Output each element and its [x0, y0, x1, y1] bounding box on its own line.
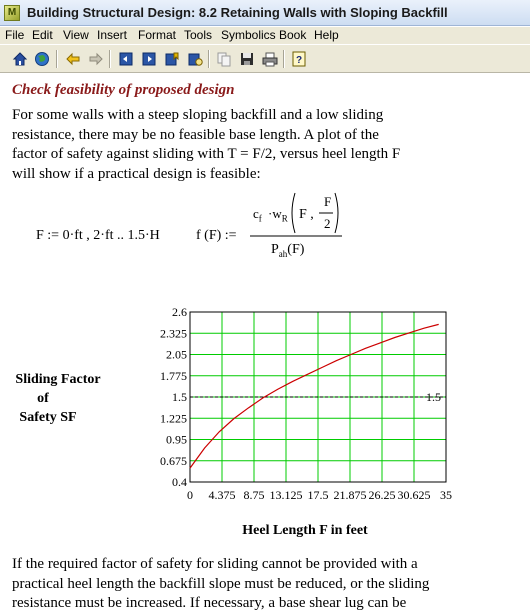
toolbar-separator: [208, 50, 209, 68]
range-definition[interactable]: F := 0·ft , 2·ft .. 1.5·H: [36, 228, 160, 243]
book-back-icon[interactable]: [115, 49, 136, 69]
y-tick-label: 1.775: [160, 368, 187, 383]
toolbar-separator: [109, 50, 110, 68]
y-axis-label-line2: of: [37, 391, 49, 406]
x-tick-label: 30.625: [397, 488, 431, 502]
paragraph-line: factor of safety against sliding with T = F/2, versus heel length F: [12, 146, 401, 162]
sliding-factor-chart[interactable]: [140, 302, 470, 507]
x-tick-label: 0: [187, 488, 193, 502]
paragraph-line: resistance, there may be no feasible base length. A plot of the: [12, 126, 379, 143]
x-tick-label: 13.125: [269, 488, 303, 502]
title-bar: [0, 0, 530, 26]
x-tick-label: 8.75: [243, 488, 265, 502]
intro-paragraph: [12, 106, 400, 184]
y-axis-label-line1: Sliding Factor: [15, 372, 101, 387]
fraction-top: F: [324, 194, 332, 209]
y-tick-label: 2.6: [172, 305, 187, 319]
coefficient-cf: $c_f$: [253, 206, 262, 224]
bookmark-icon[interactable]: [161, 49, 182, 69]
series-line-sliding-factor: [190, 324, 439, 468]
closing-paragraph: [12, 555, 429, 614]
home-icon[interactable]: [9, 49, 30, 69]
menu-format[interactable]: Format: [138, 28, 177, 42]
svg-text:?: ?: [295, 55, 302, 66]
save-icon[interactable]: [236, 49, 257, 69]
x-tick-label: 17.5: [307, 488, 329, 502]
x-tick-label: 21.875: [333, 488, 367, 502]
reference-line-label: 1.5: [426, 390, 441, 404]
menu-view[interactable]: View: [63, 28, 89, 42]
menu-tools[interactable]: Tools: [184, 28, 213, 42]
menu-edit[interactable]: Edit: [32, 28, 53, 42]
y-tick-label: 2.325: [160, 326, 187, 341]
menu-bar: [0, 27, 530, 44]
toolbar-separator: [283, 50, 284, 68]
y-tick-label: 2.05: [166, 347, 187, 362]
fraction-bar: [250, 235, 342, 237]
globe-icon[interactable]: [31, 49, 52, 69]
paragraph-line: practical heel length the backfill slope must be reduced, or the sliding: [12, 575, 430, 592]
denominator: $P_{ah}(F)$: [271, 242, 305, 259]
x-tick-label: 4.375: [208, 488, 236, 502]
paragraph-line: will show if a practical design is feasible:: [12, 165, 261, 182]
y-tick-label: 1.5: [172, 390, 187, 404]
paragraph-line: If the required factor of safety for sliding cannot be provided with a: [12, 556, 418, 572]
menu-symbolics[interactable]: Symbolics: [221, 28, 276, 42]
x-axis-label: Heel Length F in feet: [242, 523, 368, 538]
y-tick-label: 1.225: [160, 411, 187, 426]
menu-book[interactable]: Book: [279, 28, 307, 42]
forward-arrow-icon[interactable]: [85, 49, 106, 69]
window-title: Building Structural Design: 8.2 Retaining Walls with Sloping Backfill: [27, 5, 448, 20]
function-definition-lhs[interactable]: f (F) :=: [196, 228, 237, 243]
menu-file[interactable]: File: [5, 28, 25, 42]
unit-weight-wr: $\cdot w_R$: [268, 206, 288, 224]
x-tick-label: 26.25: [368, 488, 396, 502]
fraction-bottom: 2: [324, 216, 331, 231]
y-tick-label: 0.4: [172, 475, 187, 489]
menu-help[interactable]: Help: [314, 28, 339, 42]
y-axis-label-line3: Safety SF: [19, 410, 77, 425]
book-forward-icon[interactable]: [138, 49, 159, 69]
section-heading: Check feasibility of proposed design: [12, 82, 235, 98]
toolbar: [0, 45, 530, 73]
print-icon[interactable]: [259, 49, 280, 69]
parentheses: [289, 192, 341, 234]
mathcad-app-icon[interactable]: M: [4, 5, 20, 21]
x-tick-label: 35: [440, 488, 452, 502]
function-definition-rhs[interactable]: [250, 192, 342, 260]
copy-icon[interactable]: [213, 49, 234, 69]
back-arrow-icon[interactable]: [62, 49, 83, 69]
paragraph-line: For some walls with a steep sloping backfill and a low sliding: [12, 107, 384, 123]
toolbar-separator: [56, 50, 57, 68]
help-icon[interactable]: [288, 49, 309, 69]
menu-insert[interactable]: Insert: [97, 28, 128, 42]
history-icon[interactable]: [184, 49, 205, 69]
y-tick-label: 0.95: [166, 432, 187, 447]
numerator-arg: F ,: [299, 207, 314, 222]
paragraph-line: resistance must be increased. If necessary, a base shear lug can be: [12, 595, 407, 611]
y-tick-label: 0.675: [160, 453, 187, 468]
